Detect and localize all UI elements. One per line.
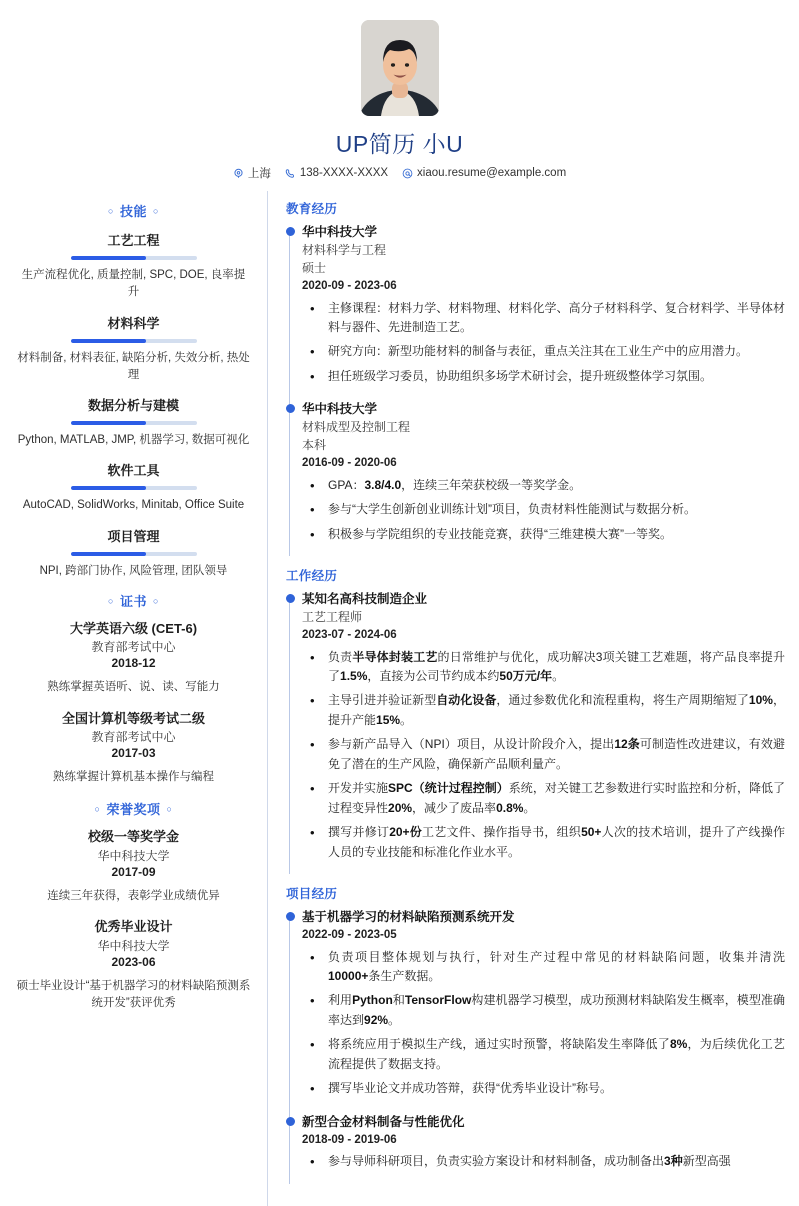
skill-level-bar bbox=[71, 486, 197, 490]
bullet-item: • 研究方向：新型功能材料的制备与表征，重点关注其在工业生产中的应用潜力。 bbox=[302, 342, 785, 361]
bullet-item: • 主导引进并验证新型自动化设备，通过参数优化和流程重构，将生产周期缩短了10%，提升产能15%。 bbox=[302, 691, 785, 730]
bullet-item: • 撰写并修订20+份工艺文件、操作指导书，组织50+人次的技术培训，提升了产线操作人员的专业技能和标准化作业水平。 bbox=[302, 823, 785, 862]
education-date: 2016-09 - 2020-06 bbox=[302, 457, 397, 470]
section-heading-work: 工作经历 bbox=[286, 569, 338, 584]
skill-keywords: NPI, 跨部门协作, 风险管理, 团队领导 bbox=[39, 564, 228, 577]
sidebar-heading-skills-label: 技能 bbox=[119, 204, 147, 219]
honor-title: 优秀毕业设计 bbox=[94, 919, 173, 935]
certificate-date: 2018-12 bbox=[111, 656, 156, 671]
resume-header bbox=[0, 0, 799, 187]
project-entry bbox=[302, 908, 785, 1113]
bullet-item: • 参与导师科研项目，负责实验方案设计和材料制备，成功制备出3种新型高强 bbox=[302, 1152, 785, 1171]
certificate-list bbox=[12, 620, 255, 787]
bullet-list bbox=[302, 1152, 785, 1171]
work-timeline bbox=[286, 590, 785, 876]
skill-name: 软件工具 bbox=[107, 463, 160, 479]
education-degree: 本科 bbox=[302, 438, 327, 453]
skill-item bbox=[12, 460, 255, 514]
honor-item bbox=[12, 918, 255, 1012]
education-school: 华中科技大学 bbox=[302, 225, 378, 239]
certificate-description: 熟练掌握计算机基本操作与编程 bbox=[53, 771, 214, 784]
bullet-item: • 开发并实施SPC（统计过程控制）系统，对关键工艺参数进行实时监控和分析，降低了过程变异性20%，减少了废品率0.8%。 bbox=[302, 779, 785, 818]
sidebar-heading-skills bbox=[12, 201, 255, 220]
contact-location bbox=[233, 165, 271, 181]
sidebar bbox=[0, 191, 268, 1206]
work-entry bbox=[302, 590, 785, 876]
bullet-item: • 参与新产品导入（NPI）项目，从设计阶段介入，提出12条可制造性改进建议，有效避免了潜在的生产风险，确保新产品顺利量产。 bbox=[302, 735, 785, 774]
certificate-org: 教育部考试中心 bbox=[91, 640, 176, 655]
education-date: 2020-09 - 2023-06 bbox=[302, 280, 397, 293]
skill-name: 工艺工程 bbox=[107, 233, 160, 248]
sidebar-heading-honors-label: 荣誉奖项 bbox=[106, 802, 161, 818]
certificate-item bbox=[12, 710, 255, 787]
skill-keywords: 生产流程优化, 质量控制, SPC, DOE, 良率提升 bbox=[21, 269, 246, 299]
certificate-title: 大学英语六级 (CET-6) bbox=[69, 620, 198, 636]
phone-icon bbox=[285, 168, 296, 179]
certificate-title: 全国计算机等级考试二级 bbox=[61, 710, 205, 726]
honor-description: 硕士毕业设计“基于机器学习的材料缺陷预测系统开发”获评优秀 bbox=[16, 979, 251, 1009]
certificate-org: 教育部考试中心 bbox=[91, 730, 176, 745]
skill-item bbox=[12, 395, 255, 449]
bullet-list bbox=[302, 476, 785, 544]
certificate-date: 2017-03 bbox=[111, 746, 156, 761]
education-degree: 硕士 bbox=[302, 261, 327, 276]
bullet-list bbox=[302, 299, 785, 387]
bullet-item: • 参与“大学生创新创业训练计划”项目，负责材料性能测试与数据分析。 bbox=[302, 500, 785, 519]
bullet-item: • 负责项目整体规划与执行，针对生产过程中常见的材料缺陷问题，收集并清洗10000+条生产数据。 bbox=[302, 948, 785, 987]
project-date: 2022-09 - 2023-05 bbox=[302, 929, 397, 942]
contact-list bbox=[0, 165, 799, 181]
skill-item bbox=[12, 230, 255, 302]
skill-level-bar bbox=[71, 552, 197, 556]
education-entry bbox=[302, 223, 785, 400]
work-date: 2023-07 - 2024-06 bbox=[302, 629, 397, 642]
bullet-item: • 负责半导体封装工艺的日常维护与优化，成功解决3项关键工艺难题，将产品良率提升了1.5%，直接为公司节约成本约50万元/年。 bbox=[302, 648, 785, 687]
education-entry bbox=[302, 400, 785, 558]
education-school: 华中科技大学 bbox=[302, 402, 378, 417]
honor-title: 校级一等奖学金 bbox=[87, 829, 179, 845]
work-role: 工艺工程师 bbox=[302, 610, 363, 625]
contact-location-text: 上海 bbox=[247, 168, 271, 180]
skill-name: 数据分析与建模 bbox=[87, 398, 179, 413]
skill-keywords: AutoCAD, SolidWorks, Minitab, Office Suite bbox=[22, 499, 245, 512]
honor-list bbox=[12, 828, 255, 1012]
work-company: 某知名高科技制造企业 bbox=[302, 592, 428, 607]
ring-right-icon: ○ bbox=[166, 804, 173, 815]
project-name: 新型合金材料制备与性能优化 bbox=[302, 1114, 465, 1129]
ring-right-icon: ○ bbox=[153, 206, 159, 216]
project-date: 2018-09 - 2019-06 bbox=[302, 1133, 397, 1146]
page-title: UP简历 小U bbox=[335, 131, 464, 157]
main-content bbox=[268, 191, 799, 1206]
contact-email bbox=[402, 167, 566, 179]
bullet-item: • 积极参与学院组织的专业技能竞赛，获得“三维建模大赛”一等奖。 bbox=[302, 525, 785, 544]
bullet-item: • 将系统应用于模拟生产线，通过实时预警，将缺陷发生率降低了8%，为后续优化工艺流程提供了数据支持。 bbox=[302, 1035, 785, 1074]
skill-level-bar bbox=[71, 421, 197, 425]
bullet-item: • 主修课程：材料力学、材料物理、材料化学、高分子材料科学、复合材料学、半导体材料与器件、先进制造工艺。 bbox=[302, 299, 785, 338]
section-heading-education: 教育经历 bbox=[286, 202, 338, 216]
project-timeline bbox=[286, 908, 785, 1186]
skill-level-bar bbox=[71, 339, 197, 343]
education-major: 材料科学与工程 bbox=[302, 243, 387, 258]
bullet-list bbox=[302, 648, 785, 862]
bullet-item: • 利用Python和TensorFlow构建机器学习模型，成功预测材料缺陷发生概率，模型准确率达到92%。 bbox=[302, 991, 785, 1030]
honor-date: 2023-06 bbox=[111, 954, 156, 969]
honor-description: 连续三年获得，表彰学业成绩优异 bbox=[47, 889, 220, 902]
location-pin-icon bbox=[233, 168, 244, 179]
ring-left-icon: ○ bbox=[108, 206, 114, 216]
honor-date: 2017-09 bbox=[111, 864, 156, 879]
education-major: 材料成型及控制工程 bbox=[302, 420, 411, 435]
contact-phone bbox=[285, 167, 388, 179]
honor-org: 华中科技大学 bbox=[97, 938, 170, 953]
email-at-icon bbox=[402, 168, 413, 179]
honor-item bbox=[12, 828, 255, 905]
sidebar-heading-honors bbox=[12, 799, 255, 818]
skill-keywords: 材料制备, 材料表征, 缺陷分析, 失效分析, 热处理 bbox=[17, 351, 250, 381]
contact-phone-text: 138-XXXX-XXXX bbox=[299, 167, 389, 179]
bullet-item: • GPA：3.8/4.0，连续三年荣获校级一等奖学金。 bbox=[302, 476, 785, 495]
skill-level-bar bbox=[71, 256, 197, 260]
bullet-item: • 撰写毕业论文并成功答辩，获得“优秀毕业设计”称号。 bbox=[302, 1079, 785, 1098]
ring-right-icon: ○ bbox=[153, 595, 159, 606]
ring-left-icon: ○ bbox=[108, 595, 114, 606]
project-name: 基于机器学习的材料缺陷预测系统开发 bbox=[302, 909, 515, 924]
skill-name: 项目管理 bbox=[107, 528, 160, 544]
bullet-list bbox=[302, 948, 785, 1099]
contact-email-text: xiaou.resume@example.com bbox=[417, 167, 567, 179]
bullet-item: • 担任班级学习委员，协助组织多场学术研讨会，提升班级整体学习氛围。 bbox=[302, 367, 785, 386]
section-heading-project: 项目经历 bbox=[286, 886, 338, 901]
skill-keywords: Python, MATLAB, JMP, 机器学习, 数据可视化 bbox=[17, 434, 250, 446]
avatar bbox=[361, 20, 439, 116]
skill-name: 材料科学 bbox=[107, 315, 160, 331]
honor-org: 华中科技大学 bbox=[97, 848, 170, 863]
certificate-item bbox=[12, 620, 255, 697]
ring-left-icon: ○ bbox=[94, 804, 101, 815]
sidebar-heading-certificates bbox=[12, 591, 255, 610]
skill-item bbox=[12, 313, 255, 385]
certificate-description: 熟练掌握英语听、说、读、写能力 bbox=[47, 681, 220, 694]
skill-item bbox=[12, 526, 255, 580]
sidebar-heading-certificates-label: 证书 bbox=[119, 593, 147, 609]
education-timeline bbox=[286, 223, 785, 558]
resume-body bbox=[0, 187, 799, 1206]
project-entry bbox=[302, 1113, 785, 1186]
skill-list bbox=[12, 230, 255, 580]
